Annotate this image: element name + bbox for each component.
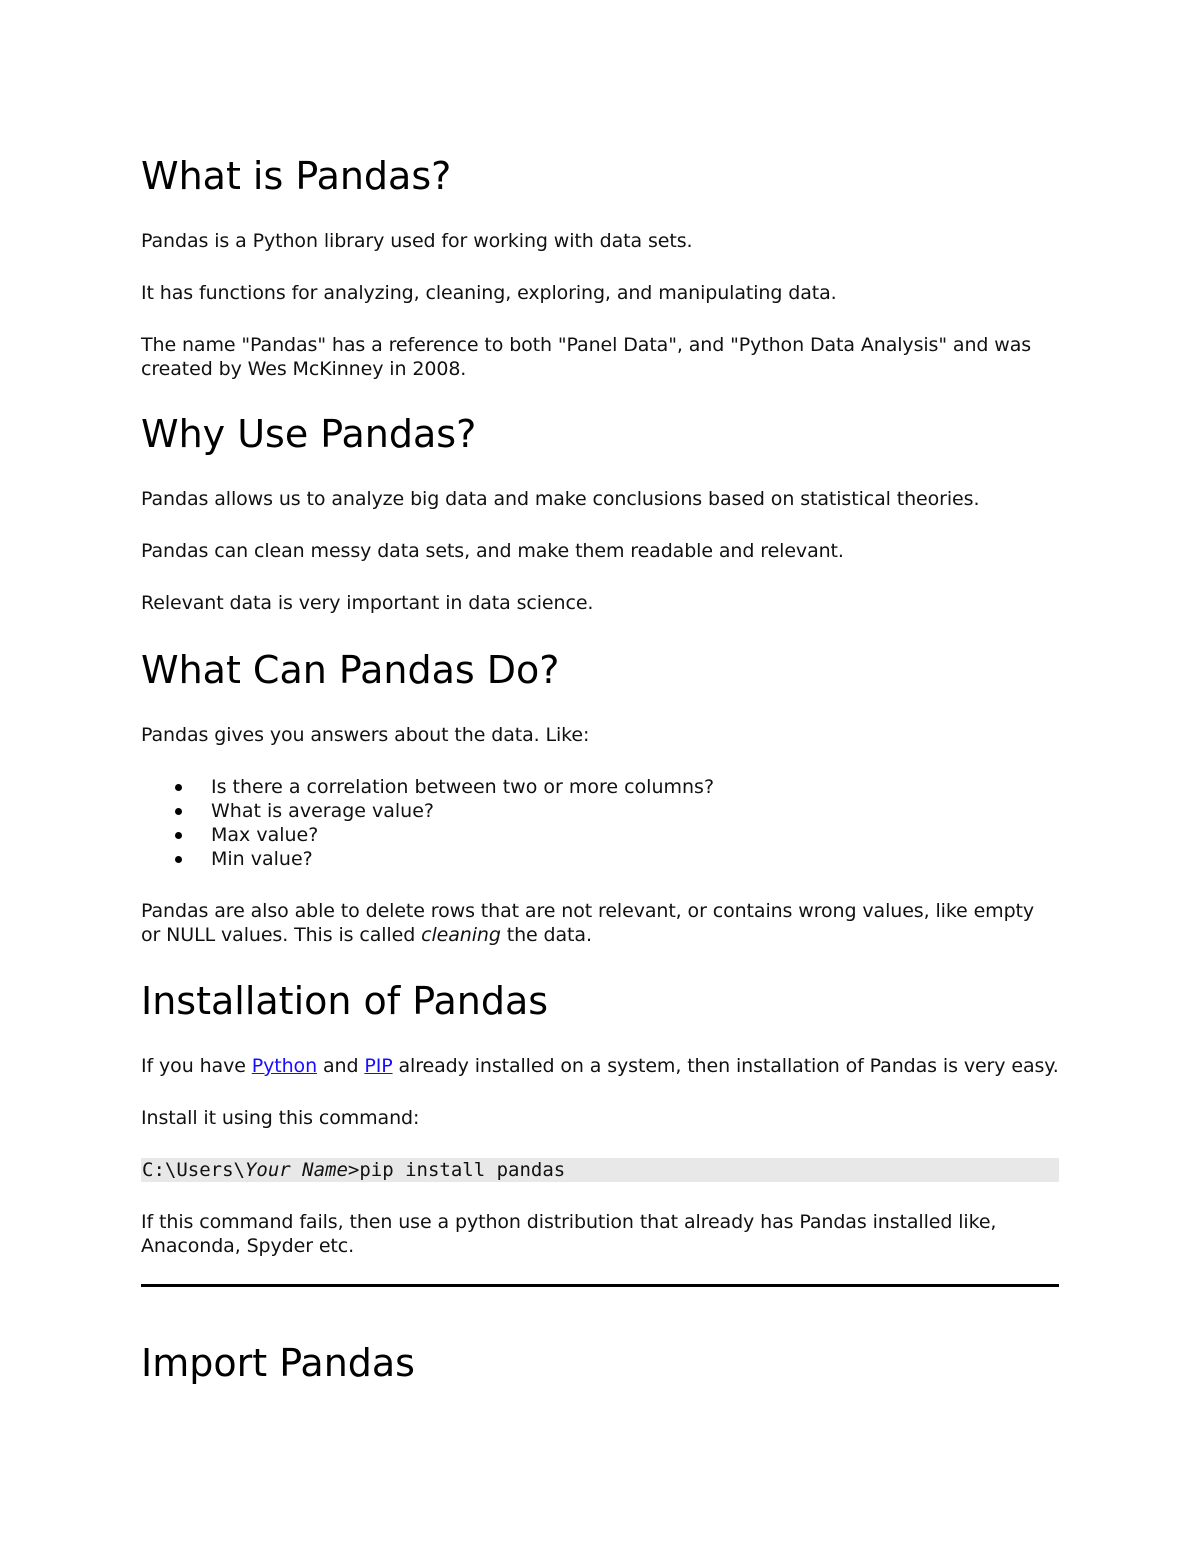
heading-what-is-pandas: What is Pandas? [141, 154, 452, 198]
italic-term: cleaning [421, 924, 501, 946]
paragraph: Pandas is a Python library used for working with data sets. [141, 230, 693, 252]
install-command-code [141, 1158, 1059, 1182]
paragraph: Pandas allows us to analyze big data and make conclusions based on statistical theories. [141, 488, 980, 510]
text: and [317, 1055, 365, 1077]
paragraph: It has functions for analyzing, cleaning, exploring, and manipulating data. [141, 282, 837, 304]
list-item: Max value? [211, 823, 1059, 847]
text: If you have [141, 1055, 252, 1077]
heading-installation: Installation of Pandas [141, 979, 549, 1023]
heading-why-use-pandas: Why Use Pandas? [141, 412, 477, 456]
text: already installed on a system, then installation of Pandas is very easy. [392, 1055, 1059, 1077]
pip-link[interactable]: PIP [364, 1055, 393, 1077]
heading-import-pandas: Import Pandas [141, 1341, 415, 1385]
code-placeholder: Your Name [244, 1159, 348, 1181]
capabilities-list [141, 775, 1059, 871]
paragraph-install [141, 1054, 1059, 1078]
heading-what-can-pandas-do: What Can Pandas Do? [141, 648, 560, 692]
paragraph: Relevant data is very important in data science. [141, 592, 594, 614]
list-item: Is there a correlation between two or more columns? [211, 775, 1059, 799]
python-link[interactable]: Python [251, 1055, 318, 1077]
list-item: What is average value? [211, 799, 1059, 823]
paragraph: Pandas gives you answers about the data. Like: [141, 724, 590, 746]
text: Pandas are also able to delete rows that are not relevant, or contains wrong values, like empty or NULL values. This is called [141, 900, 1035, 946]
document-page [141, 150, 1059, 1389]
paragraph: Install it using this command: [141, 1107, 420, 1129]
code-suffix: >pip install pandas [347, 1159, 566, 1181]
paragraph: The name "Pandas" has a reference to both "Panel Data", and "Python Data Analysis" and was created by Wes McKinney in 2008. [141, 334, 1032, 380]
text: the data. [500, 924, 592, 946]
list-item: Min value? [211, 847, 1059, 871]
paragraph-cleaning [141, 899, 1059, 947]
paragraph: Pandas can clean messy data sets, and make them readable and relevant. [141, 540, 844, 562]
paragraph: If this command fails, then use a python distribution that already has Pandas installed like, Anaconda, Spyder etc. [141, 1211, 997, 1257]
code-prefix: C:\Users\ [142, 1159, 245, 1181]
